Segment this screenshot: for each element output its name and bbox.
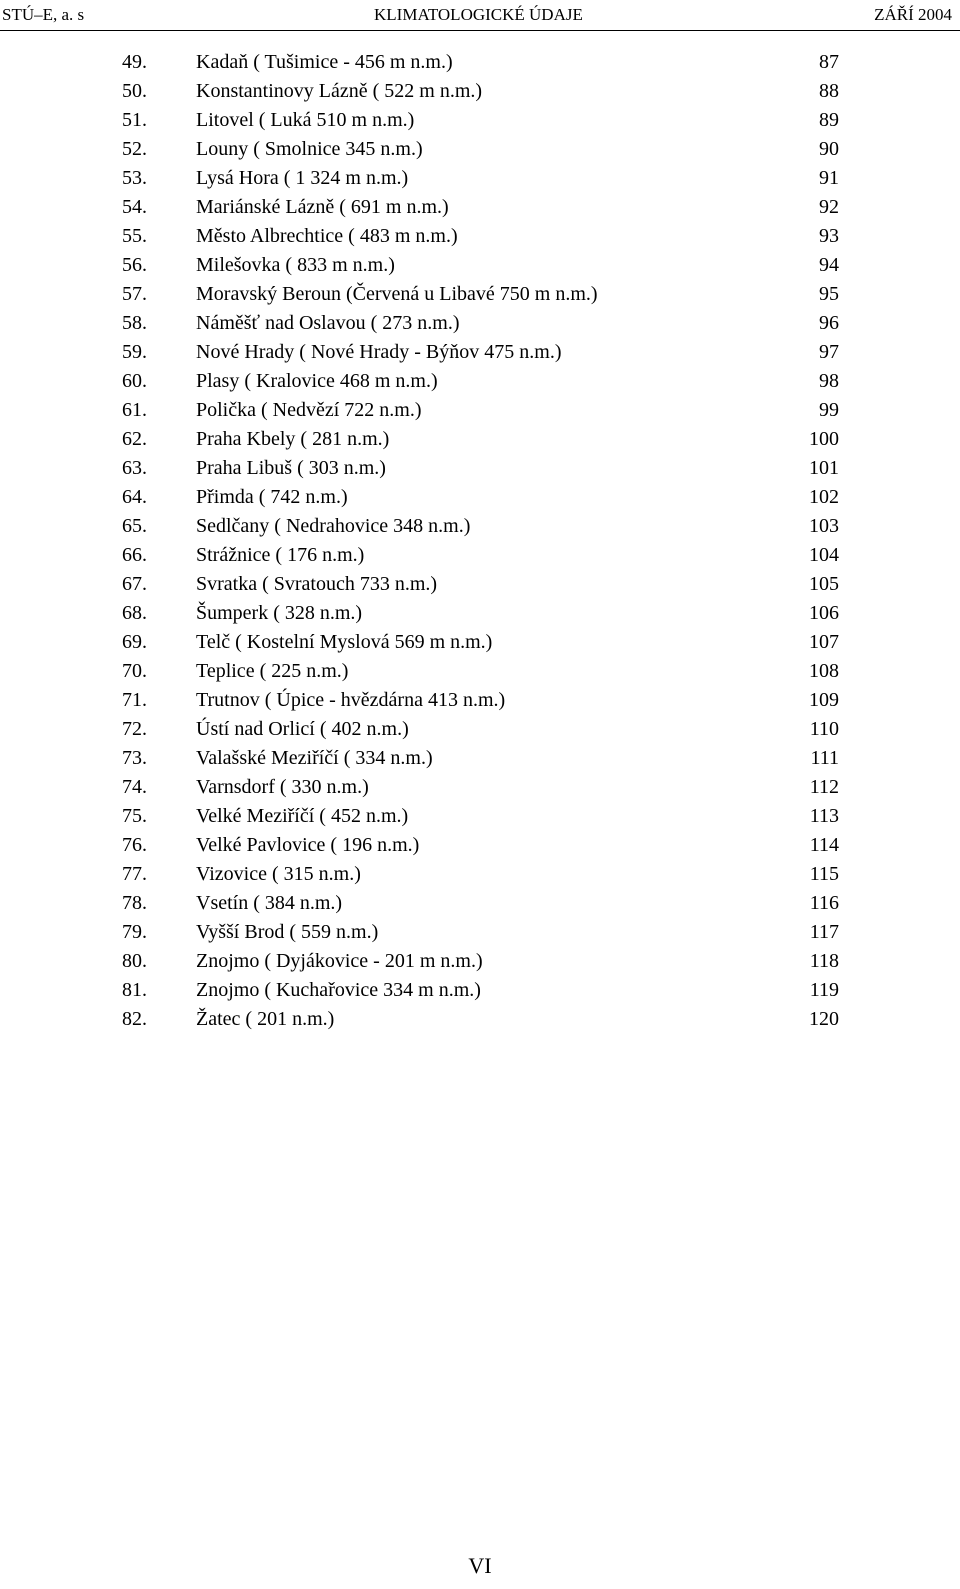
toc-entry-title: Vizovice ( 315 n.m.) [196,863,361,885]
toc-entry-title: Vsetín ( 384 n.m.) [196,892,343,914]
toc-entry [0,396,960,425]
toc-entry-page: 89 [819,109,839,131]
toc-entry-title: Praha Libuš ( 303 n.m.) [196,457,386,479]
toc-entry [0,976,960,1005]
toc-entry-page: 113 [809,805,839,827]
toc-entry-number: 67. [122,573,147,595]
header-organization: STÚ–E, a. s [2,5,85,24]
toc-entry-title: Litovel ( Luká 510 m n.m.) [196,109,415,131]
toc-entry-page: 115 [809,863,839,885]
toc-entry-title: Milešovka ( 833 m n.m.) [196,254,395,276]
toc-entry-number: 64. [122,486,147,508]
toc-entry [0,512,960,541]
toc-entry-title: Ústí nad Orlicí ( 402 n.m.) [196,718,409,740]
toc-entry-number: 72. [122,718,147,740]
header-document-title: KLIMATOLOGICKÉ ÚDAJE [374,5,583,24]
toc-entry-number: 53. [122,167,147,189]
toc-entry-title: Praha Kbely ( 281 n.m.) [196,428,390,450]
toc-entry-page: 101 [809,457,839,479]
toc-entry [0,309,960,338]
toc-entry-page: 91 [819,167,839,189]
toc-entry [0,367,960,396]
toc-entry-number: 63. [122,457,147,479]
toc-entry [0,425,960,454]
toc-entry-title: Sedlčany ( Nedrahovice 348 n.m.) [196,515,471,537]
toc-entry-number: 79. [122,921,147,943]
toc-entry-title: Plasy ( Kralovice 468 m n.m.) [196,370,438,392]
toc-entry-page: 108 [809,660,839,682]
toc-entry [0,599,960,628]
toc-entry-page: 95 [819,283,839,305]
toc-entry-page: 97 [819,341,839,363]
toc-entry-number: 70. [122,660,147,682]
toc-entry-number: 80. [122,950,147,972]
toc-entry-title: Strážnice ( 176 n.m.) [196,544,365,566]
toc-entry-title: Velké Pavlovice ( 196 n.m.) [196,834,420,856]
toc-entry-page: 94 [819,254,839,276]
toc-entry [0,686,960,715]
toc-entry-page: 96 [819,312,839,334]
toc-entry-number: 49. [122,51,147,73]
toc-entry [0,280,960,309]
toc-entry-page: 104 [809,544,839,566]
toc-entry-number: 60. [122,370,147,392]
toc-entry-title: Svratka ( Svratouch 733 n.m.) [196,573,438,595]
toc-entry-title: Teplice ( 225 n.m.) [196,660,349,682]
toc-entry-number: 55. [122,225,147,247]
toc-entry [0,48,960,77]
toc-entry-page: 119 [809,979,839,1001]
toc-entry-number: 82. [122,1008,147,1030]
toc-entry-page: 111 [810,747,839,769]
toc-entry-page: 102 [809,486,839,508]
toc-entry [0,106,960,135]
table-of-contents [0,48,960,1034]
toc-entry-number: 61. [122,399,147,421]
toc-entry-title: Žatec ( 201 n.m.) [196,1008,335,1030]
toc-entry-number: 68. [122,602,147,624]
toc-entry-title: Nové Hrady ( Nové Hrady - Býňov 475 n.m.) [196,341,562,363]
toc-entry [0,570,960,599]
toc-entry-page: 98 [819,370,839,392]
toc-entry-page: 114 [809,834,839,856]
toc-entry-page: 106 [809,602,839,624]
page-header [0,5,960,29]
toc-entry-title: Konstantinovy Lázně ( 522 m n.m.) [196,80,483,102]
toc-entry-title: Náměšť nad Oslavou ( 273 n.m.) [196,312,460,334]
toc-entry-number: 56. [122,254,147,276]
toc-entry-title: Přimda ( 742 n.m.) [196,486,348,508]
toc-entry-number: 59. [122,341,147,363]
toc-entry [0,164,960,193]
toc-entry-number: 76. [122,834,147,856]
toc-entry [0,889,960,918]
toc-entry-page: 87 [819,51,839,73]
toc-entry-number: 65. [122,515,147,537]
toc-entry-page: 109 [809,689,839,711]
toc-entry-number: 71. [122,689,147,711]
toc-entry-number: 62. [122,428,147,450]
toc-entry-title: Lysá Hora ( 1 324 m n.m.) [196,167,409,189]
toc-entry-page: 110 [809,718,839,740]
toc-entry [0,454,960,483]
toc-entry [0,77,960,106]
toc-entry [0,802,960,831]
toc-entry-title: Louny ( Smolnice 345 n.m.) [196,138,423,160]
toc-entry [0,135,960,164]
toc-entry [0,251,960,280]
toc-entry-number: 69. [122,631,147,653]
toc-entry-page: 118 [809,950,839,972]
toc-entry [0,831,960,860]
toc-entry-title: Moravský Beroun (Červená u Libavé 750 m n.m.) [196,283,598,305]
toc-entry-number: 78. [122,892,147,914]
toc-entry-page: 116 [809,892,839,914]
toc-entry-page: 107 [809,631,839,653]
toc-entry-page: 120 [809,1008,839,1030]
toc-entry [0,715,960,744]
toc-entry-title: Město Albrechtice ( 483 m n.m.) [196,225,458,247]
toc-entry-title: Polička ( Nedvězí 722 n.m.) [196,399,422,421]
toc-entry-title: Znojmo ( Kuchařovice 334 m n.m.) [196,979,481,1001]
toc-entry-title: Kadaň ( Tušimice - 456 m n.m.) [196,51,453,73]
toc-entry-number: 51. [122,109,147,131]
toc-entry-number: 54. [122,196,147,218]
toc-entry-number: 66. [122,544,147,566]
toc-entry-page: 103 [809,515,839,537]
toc-entry [0,947,960,976]
toc-entry-number: 74. [122,776,147,798]
toc-entry-title: Valašské Meziříčí ( 334 n.m.) [196,747,433,769]
toc-entry-page: 105 [809,573,839,595]
toc-entry-title: Šumperk ( 328 n.m.) [196,602,363,624]
toc-entry-page: 93 [819,225,839,247]
toc-entry [0,193,960,222]
toc-entry-title: Mariánské Lázně ( 691 m n.m.) [196,196,449,218]
toc-entry [0,657,960,686]
toc-entry-number: 57. [122,283,147,305]
toc-entry-title: Varnsdorf ( 330 n.m.) [196,776,369,798]
toc-entry [0,744,960,773]
toc-entry-page: 99 [819,399,839,421]
toc-entry-number: 77. [122,863,147,885]
toc-entry [0,860,960,889]
toc-entry-title: Velké Meziříčí ( 452 n.m.) [196,805,409,827]
toc-entry-title: Vyšší Brod ( 559 n.m.) [196,921,379,943]
toc-entry-number: 81. [122,979,147,1001]
toc-entry-number: 58. [122,312,147,334]
toc-entry [0,222,960,251]
toc-entry [0,1005,960,1034]
toc-entry [0,541,960,570]
toc-entry-page: 117 [809,921,839,943]
toc-entry [0,483,960,512]
toc-entry-page: 112 [809,776,839,798]
toc-entry [0,918,960,947]
toc-entry-page: 88 [819,80,839,102]
header-date: ZÁŘÍ 2004 [874,5,952,24]
page-number: VI [468,1553,492,1578]
toc-entry-page: 90 [819,138,839,160]
toc-entry-title: Trutnov ( Úpice - hvězdárna 413 n.m.) [196,689,506,711]
toc-entry-number: 75. [122,805,147,827]
toc-entry [0,773,960,802]
toc-entry-page: 92 [819,196,839,218]
toc-entry [0,338,960,367]
toc-entry [0,628,960,657]
toc-entry-number: 50. [122,80,147,102]
toc-entry-number: 73. [122,747,147,769]
toc-entry-title: Telč ( Kostelní Myslová 569 m n.m.) [196,631,493,653]
toc-entry-title: Znojmo ( Dyjákovice - 201 m n.m.) [196,950,483,972]
toc-entry-page: 100 [809,428,839,450]
header-divider [0,30,960,31]
toc-entry-number: 52. [122,138,147,160]
